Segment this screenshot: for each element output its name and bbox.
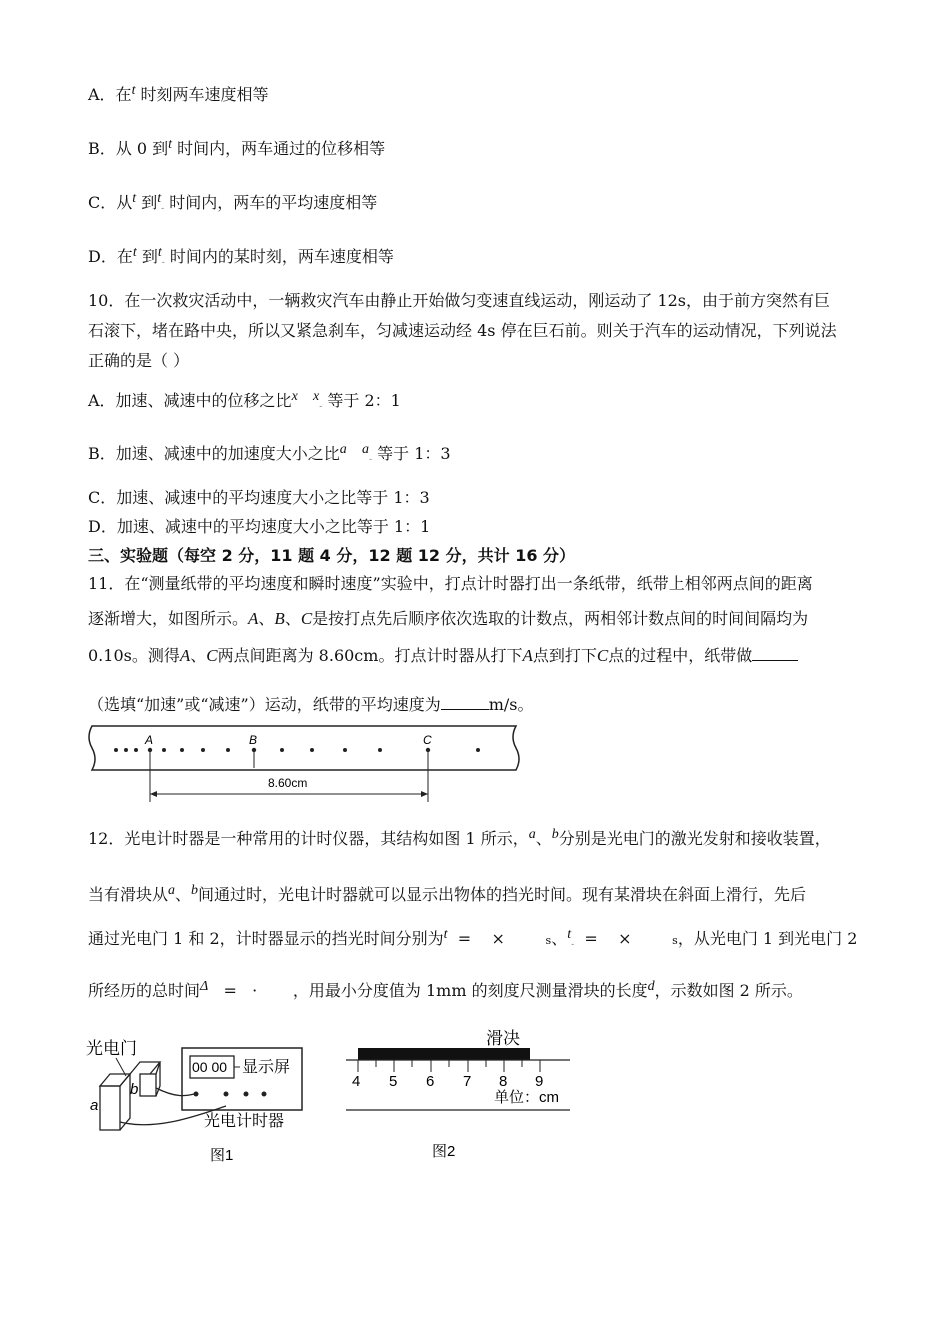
option-a-text: A．加速、减速中的位移之比 [88,391,292,410]
var-b: b [551,827,559,842]
sep: 、 [175,885,192,904]
point-c: C [596,646,609,665]
q12-stem-3 [88,928,857,953]
text: ，用最小分度值为 1mm 的刻度尺测量滑块的长度 [292,981,648,1000]
tape-label-a: A [145,733,154,747]
q12-stem-1 [88,828,831,852]
option-c-mid: 到 [136,193,158,212]
tick-5: 5 [389,1073,398,1090]
arrow-left [150,791,157,797]
leader-line [116,1058,126,1076]
q11-stem-4 [88,693,534,716]
q10-stem-3: 正确的是（ ） [88,351,190,370]
option-a-text: A．在 [88,85,132,104]
label-b: b [130,1081,139,1098]
fig1-caption: 图1 [210,1147,234,1164]
var-b: b [191,883,199,898]
q10-stem-2: 石滚下，堵在路中央，所以又紧急刹车，匀减速运动经 4s 停在巨石前。则关于汽车的运动情况，下列说法 [88,321,837,340]
var-a2: a [362,442,370,457]
option-a-tail: 时刻两车速度相等 [135,85,269,104]
var-d: d [647,979,655,994]
var-t: t [168,137,173,152]
slider-block [358,1048,530,1060]
point-a: A [522,646,533,665]
tick-6: 6 [426,1073,435,1090]
subscript: - [319,402,323,412]
text: ，从光电门 1 到光电门 2 [677,929,858,948]
ruler-figure [346,1026,576,1166]
q9-option-a [88,84,269,108]
var-t1: t [132,245,137,260]
tick-7: 7 [463,1073,472,1090]
equals: = [223,981,237,1000]
q10-option-c: C．加速、减速中的平均速度大小之比等于 1：3 [88,488,430,507]
option-b-text: B．加速、减速中的加速度大小之比 [88,444,340,463]
tick-9: 9 [535,1073,544,1090]
sep: 、 [258,609,275,628]
tape-outline [89,726,519,770]
unit-s: s [672,934,678,947]
timer-label: 光电计时器 [204,1113,285,1130]
sep: 、 [284,609,301,628]
tape-label-c: C [423,733,432,747]
delta: Δ [200,979,209,994]
option-b-text: B．从 0 到 [88,139,169,158]
option-a-tail: 等于 2：1 [322,391,401,410]
q10-option-b [88,443,451,468]
sep: 、 [535,829,552,848]
var-x1: x [291,389,298,404]
point-c: C [206,646,218,665]
photogate-figure [86,1036,316,1166]
option-b-tail: 等于 1：3 [372,444,451,463]
receiver-b [140,1074,156,1096]
answer-blank-1[interactable] [752,644,798,661]
option-d-tail: 时间内的某时刻，两车速度相等 [164,247,394,266]
sep: 、 [551,929,568,948]
point-b: B [274,609,285,628]
text: 是按打点先后顺序依次选取的计数点，两相邻计数点间的时间间隔均为 [312,609,809,628]
section-heading: 三、实验题（每空 2 分，11 题 4 分，12 题 12 分，共计 16 分） [88,546,576,565]
text: m/s。 [488,695,534,714]
distance-label: 8.60cm [268,776,308,790]
text: 逐渐增大，如图所示。 [88,609,249,628]
option-d-mid: 到 [136,247,158,266]
var-a1: a [339,442,347,457]
q11-stem-3 [88,644,798,667]
var-t2: t [567,927,572,942]
point-c: C [300,609,313,628]
times: × [491,929,505,948]
text: 两点间距离为 8.60cm。打点计时器从打下 [217,646,523,665]
text: 点到打下 [532,646,597,665]
display-readout: 00 00 [192,1059,228,1075]
answer-blank-2[interactable] [441,693,489,710]
text: 0.10s。测得 [88,646,180,665]
option-c-text: C．从 [88,193,133,212]
arrow-right [421,791,428,797]
dot: · [252,981,258,1000]
var-t1: t [443,927,448,942]
var-t1: t [132,191,137,206]
q12-stem-4 [88,980,803,1004]
text: 间通过时，光电计时器就可以显示出物体的挡光时间。现有某滑块在斜面上滑行，先后 [198,885,807,904]
q12-stem-2 [88,884,806,908]
var-t2: t [157,191,162,206]
text: （选填“加速”或“减速”）运动，纸带的平均速度为 [88,695,441,714]
text: 12．光电计时器是一种常用的计时仪器，其结构如图 1 所示， [88,829,529,848]
emitter-a [100,1086,120,1130]
q9-option-d [88,246,394,271]
subscript: - [369,455,373,465]
option-c-tail: 时间内，两车的平均速度相等 [164,193,378,212]
screen-label: 显示屏 [242,1059,291,1076]
var-a: a [168,883,176,898]
ruler-ticks [358,1060,540,1072]
point-a: A [248,609,259,628]
text: 通过光电门 1 和 2，计时器显示的挡光时间分别为 [88,929,444,948]
equals: = [457,929,472,948]
option-b-tail: 时间内，两车通过的位移相等 [172,139,386,158]
q10-stem-1: 10．在一次救灾活动中，一辆救灾汽车由静止开始做匀变速直线运动，刚运动了 12s，由于前方突然有巨 [88,291,831,310]
text: 所经历的总时间 [88,981,201,1000]
subscript: - [571,940,575,950]
label-a: a [90,1097,99,1114]
var-t: t [131,83,136,98]
var-t2: t [157,245,162,260]
q10-option-a [88,390,401,415]
subscript: - [161,258,165,268]
q10-option-d: D．加速、减速中的平均速度大小之比等于 1：1 [88,517,431,536]
q11-stem-1: 11．在“测量纸带的平均速度和瞬时速度”实验中，打点计时器打出一条纸带，纸带上相邻两点间的距离 [88,574,813,593]
times: × [618,929,632,948]
tape-label-b: B [249,733,258,747]
tape-dots [114,748,480,752]
fig2-caption: 图2 [432,1143,456,1160]
text: 当有滑块从 [88,885,169,904]
text: 分别是光电门的激光发射和接收装置， [558,829,831,848]
q9-option-c [88,192,377,217]
point-a: A [179,646,191,665]
sep: 、 [190,646,207,665]
unit-label: 单位：cm [494,1089,559,1106]
slider-label: 滑决 [486,1029,520,1048]
paper-tape-figure [86,722,522,806]
text: ，示数如图 2 所示。 [654,981,803,1000]
text: 点的过程中，纸带做 [608,646,753,665]
wire-1 [156,1088,194,1096]
timer-box [182,1048,302,1110]
subscript: - [161,204,165,214]
unit-s: s [545,934,552,947]
option-d-text: D．在 [88,247,133,266]
photogate-label: 光电门 [86,1039,137,1058]
equals: = [584,929,598,948]
tick-4: 4 [352,1073,361,1090]
tick-8: 8 [499,1073,508,1090]
q9-option-b [88,138,385,162]
q11-stem-2 [88,608,808,630]
var-a: a [528,827,536,842]
var-x2: x [313,389,320,404]
